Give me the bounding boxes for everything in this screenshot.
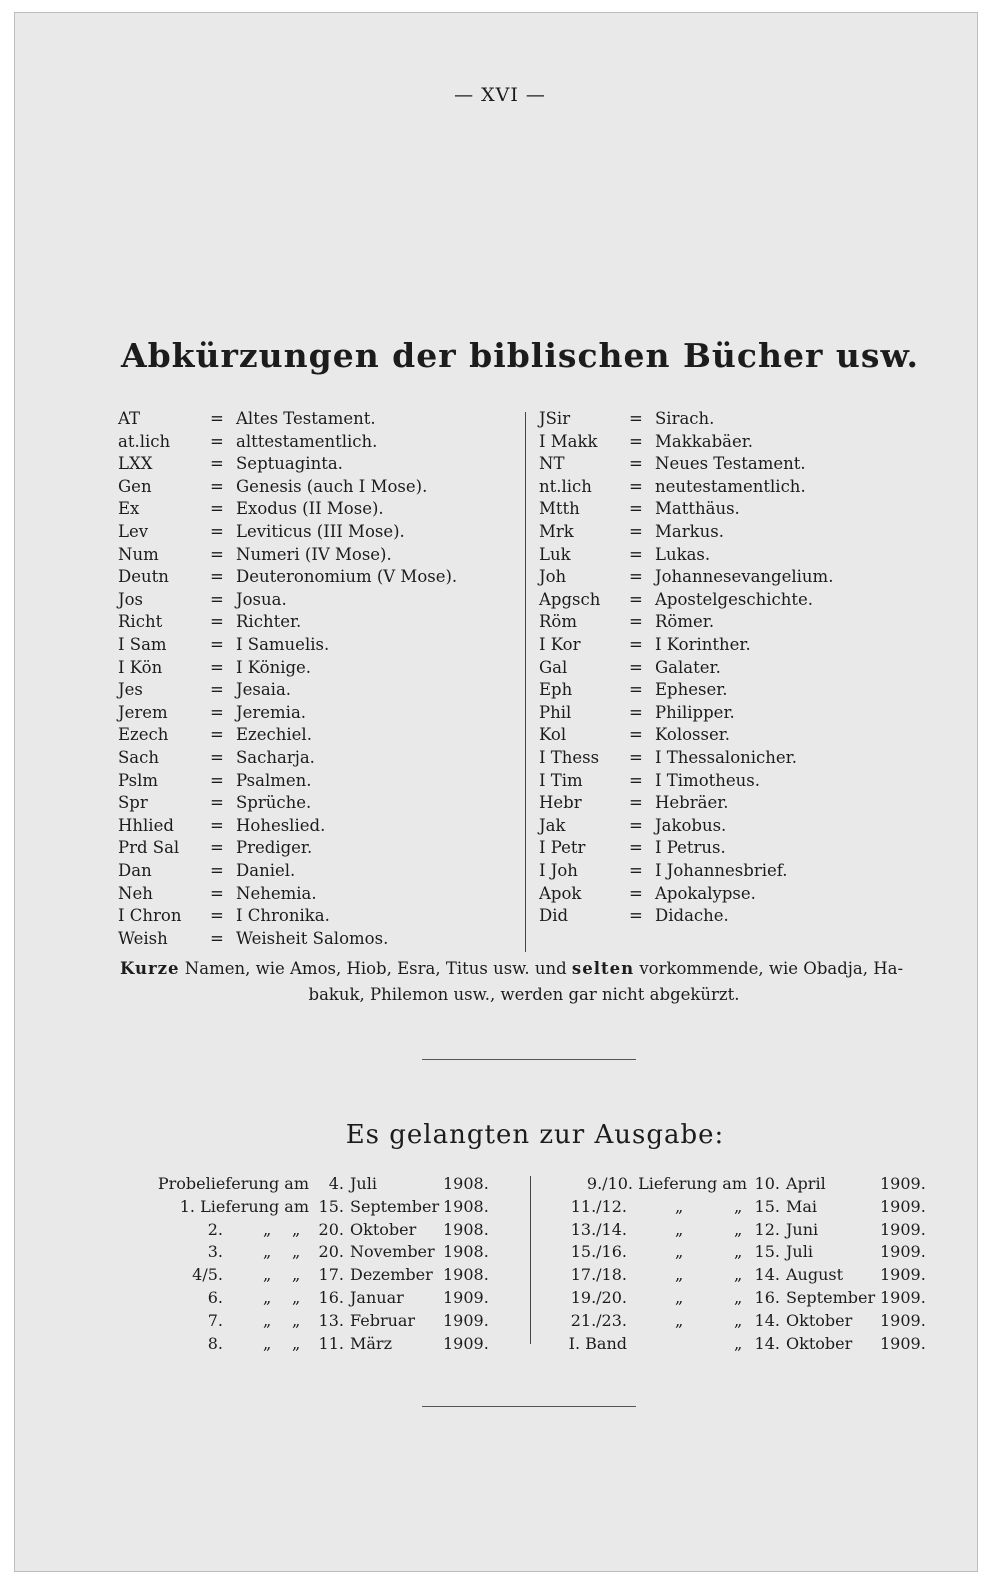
equals-sign: =: [210, 612, 224, 632]
ditto-mark: „: [263, 1265, 272, 1285]
abbreviation: Ex: [118, 499, 140, 519]
abbreviation: Jes: [118, 680, 143, 700]
delivery-row: [0, 1218, 1000, 1241]
abbreviation: Mtth: [539, 499, 580, 519]
ditto-mark: „: [675, 1288, 684, 1307]
ditto-mark: „: [675, 1219, 684, 1239]
delivery-month: November: [350, 1242, 435, 1262]
abbreviation: at.lich: [118, 431, 171, 451]
ditto-mark: „: [675, 1242, 684, 1262]
note-kurze: Kurze: [120, 959, 180, 978]
equals-sign: =: [629, 748, 643, 767]
abbreviation: Prd Sal: [118, 838, 180, 858]
equals-sign: =: [629, 702, 643, 722]
abbreviation: AT: [118, 409, 141, 428]
equals-sign: =: [629, 906, 643, 926]
equals-sign: =: [210, 431, 224, 451]
delivery-label: Probelieferung am: [157, 1174, 309, 1193]
delivery-year: 1908.: [443, 1265, 489, 1285]
abbreviation-meaning: Hoheslied.: [236, 815, 326, 835]
delivery-month: Dezember: [350, 1265, 433, 1285]
abbreviation-meaning: I Thessalonicher.: [655, 748, 797, 767]
abbreviation-meaning: Ezechiel.: [236, 725, 312, 745]
delivery-month: Oktober: [786, 1310, 853, 1330]
ditto-mark: „: [734, 1288, 743, 1307]
abbreviation: Mrk: [539, 522, 574, 541]
abbreviation-meaning: Weisheit Salomos.: [236, 928, 389, 948]
delivery-label: I. Band: [568, 1333, 627, 1353]
abbreviation: Jos: [118, 589, 144, 609]
delivery-year: 1909.: [880, 1242, 926, 1262]
ditto-mark: „: [734, 1310, 743, 1330]
note-part1: Namen, wie Amos, Hiob, Esra, Titus usw. und: [179, 959, 572, 978]
abbreviation-meaning: Josua.: [236, 589, 287, 609]
ditto-mark: „: [263, 1219, 272, 1239]
ditto-mark: „: [292, 1310, 301, 1330]
abbreviation-meaning: Numeri (IV Mose).: [236, 544, 392, 564]
equals-sign: =: [629, 657, 643, 677]
abbreviation: I Petr: [539, 838, 586, 858]
abbreviation: Num: [118, 544, 159, 564]
abbreviation-meaning: Jeremia.: [236, 702, 307, 722]
delivery-day: 16.: [754, 1288, 780, 1307]
delivery-day: 14.: [754, 1310, 780, 1330]
abbreviation-meaning: Jesaia.: [236, 680, 292, 700]
abbreviation-meaning: Markus.: [655, 522, 724, 541]
abbreviation-meaning: Sacharja.: [236, 748, 315, 767]
delivery-month: Juli: [350, 1174, 377, 1193]
abbreviation-meaning: Richter.: [236, 612, 302, 632]
abbreviation-meaning: Apokalypse.: [655, 883, 756, 903]
abbreviation: Neh: [118, 883, 153, 903]
equals-sign: =: [210, 928, 224, 948]
abbreviation: JSir: [539, 409, 571, 428]
equals-sign: =: [629, 883, 643, 903]
delivery-label: 2.: [207, 1219, 223, 1239]
abbreviation-meaning: neutestamentlich.: [655, 476, 806, 496]
ditto-mark: „: [734, 1196, 743, 1216]
separator-rule-bottom: [422, 1406, 636, 1407]
abbreviation-meaning: Altes Testament.: [236, 409, 376, 428]
abbreviation: Phil: [539, 702, 572, 722]
abbreviation-meaning: Sirach.: [655, 409, 715, 428]
equals-sign: =: [629, 793, 643, 813]
equals-sign: =: [629, 544, 643, 564]
equals-sign: =: [629, 680, 643, 700]
equals-sign: =: [210, 861, 224, 880]
delivery-label: 17./18.: [570, 1265, 627, 1285]
abbreviation: Apok: [539, 883, 582, 903]
abbreviation-meaning: Psalmen.: [236, 770, 312, 790]
delivery-day: 13.: [318, 1310, 344, 1330]
abbreviation: Lev: [118, 522, 149, 541]
delivery-label: 11./12.: [570, 1196, 627, 1216]
abbreviation: Pslm: [118, 770, 159, 790]
abbreviation-meaning: I Könige.: [236, 657, 312, 677]
abbreviation-meaning: Kolosser.: [655, 725, 731, 745]
delivery-month: Juli: [786, 1242, 813, 1262]
abbreviation: I Kön: [118, 657, 163, 677]
delivery-day: 4.: [328, 1174, 344, 1193]
abbreviation: Kol: [539, 725, 567, 745]
delivery-label: 13./14.: [570, 1219, 627, 1239]
ditto-mark: „: [734, 1219, 743, 1239]
delivery-label: 19./20.: [570, 1288, 627, 1307]
abbreviation: Spr: [118, 793, 148, 813]
equals-sign: =: [210, 748, 224, 767]
abbreviation-meaning: Hebräer.: [655, 793, 729, 813]
ditto-mark: „: [675, 1265, 684, 1285]
page-number: — XVI —: [454, 84, 546, 106]
delivery-year: 1909.: [880, 1219, 926, 1239]
equals-sign: =: [210, 544, 224, 564]
abbreviation: Deutn: [118, 567, 169, 587]
delivery-year: 1909.: [443, 1288, 489, 1307]
equals-sign: =: [210, 657, 224, 677]
delivery-day: 20.: [318, 1219, 344, 1239]
delivery-label: 1. Lieferung am: [179, 1196, 309, 1216]
abbreviation-meaning: Prediger.: [236, 838, 313, 858]
abbreviation: Joh: [539, 567, 567, 587]
ditto-mark: „: [263, 1288, 272, 1307]
abbreviation-meaning: Septuaginta.: [236, 454, 343, 474]
abbreviation-meaning: Apostelgeschichte.: [655, 589, 813, 609]
equals-sign: =: [629, 431, 643, 451]
abbreviation: Gen: [118, 476, 152, 496]
abbreviation: I Kor: [539, 635, 581, 654]
equals-sign: =: [210, 476, 224, 496]
delivery-year: 1909.: [880, 1265, 926, 1285]
equals-sign: =: [210, 815, 224, 835]
ditto-mark: „: [675, 1196, 684, 1216]
equals-sign: =: [629, 815, 643, 835]
abbreviation-meaning: alttestamentlich.: [236, 431, 378, 451]
note-line2: bakuk, Philemon usw., werden gar nicht abgekürzt.: [308, 985, 740, 1004]
delivery-label: 7.: [207, 1310, 223, 1330]
abbreviation-meaning: I Johannesbrief.: [655, 861, 788, 880]
abbreviation: I Sam: [118, 635, 167, 654]
equals-sign: =: [629, 476, 643, 496]
abbreviation-meaning: Galater.: [655, 657, 721, 677]
delivery-month: März: [350, 1333, 392, 1353]
ditto-mark: „: [292, 1288, 301, 1307]
abbreviation-meaning: I Korinther.: [655, 635, 751, 654]
delivery-label: 4/5.: [192, 1265, 223, 1285]
abbreviation-meaning: Daniel.: [236, 861, 296, 880]
abbreviation-meaning: Exodus (II Mose).: [236, 499, 384, 519]
equals-sign: =: [629, 612, 643, 632]
abbreviation: nt.lich: [539, 476, 592, 496]
equals-sign: =: [210, 770, 224, 790]
delivery-day: 10.: [754, 1174, 780, 1193]
abbreviation-meaning: Epheser.: [655, 680, 728, 700]
equals-sign: =: [210, 499, 224, 519]
abbreviation: Jerem: [118, 702, 168, 722]
delivery-day: 20.: [318, 1242, 344, 1262]
equals-sign: =: [210, 635, 224, 654]
abbreviation: Richt: [118, 612, 163, 632]
abbreviation-meaning: Johannesevangelium.: [655, 567, 834, 587]
abbreviation-meaning: I Samuelis.: [236, 635, 330, 654]
ditto-mark: „: [263, 1333, 272, 1353]
equals-sign: =: [210, 454, 224, 474]
ditto-mark: „: [263, 1242, 272, 1262]
abbreviation: Sach: [118, 748, 160, 767]
equals-sign: =: [629, 725, 643, 745]
delivery-row: [0, 1172, 1000, 1195]
delivery-label: 8.: [207, 1333, 223, 1353]
delivery-label: 9./10. Lieferung am: [586, 1174, 747, 1193]
abbreviation-meaning: I Chronika.: [236, 906, 330, 926]
delivery-row: [0, 1332, 1000, 1355]
ditto-mark: „: [734, 1265, 743, 1285]
equals-sign: =: [629, 861, 643, 880]
equals-sign: =: [629, 589, 643, 609]
delivery-row: [0, 1240, 1000, 1263]
equals-sign: =: [210, 522, 224, 541]
delivery-day: 15.: [754, 1242, 780, 1262]
delivery-day: 14.: [754, 1333, 780, 1353]
abbreviation: LXX: [118, 454, 153, 474]
delivery-year: 1909.: [880, 1196, 926, 1216]
ditto-mark: „: [734, 1333, 743, 1353]
delivery-month: Oktober: [350, 1219, 417, 1239]
abbreviation-meaning: Jakobus.: [655, 815, 727, 835]
abbreviation: Did: [539, 906, 569, 926]
equals-sign: =: [210, 725, 224, 745]
delivery-month: Juni: [786, 1219, 819, 1239]
ditto-mark: „: [292, 1333, 301, 1353]
abbreviation: Luk: [539, 544, 571, 564]
delivery-month: August: [786, 1265, 844, 1285]
equals-sign: =: [629, 567, 643, 587]
equals-sign: =: [210, 567, 224, 587]
page-title: Abkürzungen der biblischen Bücher usw.: [120, 336, 920, 375]
abbreviation: Dan: [118, 861, 152, 880]
abbreviation-meaning: Genesis (auch I Mose).: [236, 476, 428, 496]
abbreviation-meaning: Didache.: [655, 906, 729, 926]
abbreviation: I Tim: [539, 770, 583, 790]
abbreviation-meaning: Nehemia.: [236, 883, 317, 903]
equals-sign: =: [210, 680, 224, 700]
abbreviation-meaning: Makkabäer.: [655, 431, 754, 451]
delivery-month: September: [786, 1288, 876, 1307]
delivery-year: 1909.: [880, 1174, 926, 1193]
delivery-year: 1909.: [443, 1310, 489, 1330]
abbreviation-meaning: Römer.: [655, 612, 715, 632]
abbreviation-meaning: I Timotheus.: [655, 770, 760, 790]
delivery-year: 1908.: [443, 1219, 489, 1239]
ditto-mark: „: [292, 1219, 301, 1239]
abbreviation: Jak: [539, 815, 566, 835]
delivery-day: 15.: [318, 1196, 344, 1216]
abbreviation: Hhlied: [118, 815, 174, 835]
delivery-day: 11.: [318, 1333, 344, 1353]
equals-sign: =: [629, 409, 643, 428]
abbreviation: Apgsch: [539, 589, 601, 609]
abbreviation-meaning: Deuteronomium (V Mose).: [236, 567, 458, 587]
abbreviation-meaning: Neues Testament.: [655, 454, 806, 474]
delivery-day: 16.: [318, 1288, 344, 1307]
equals-sign: =: [629, 838, 643, 858]
abbreviation: Eph: [539, 680, 573, 700]
delivery-label: 21./23.: [570, 1310, 627, 1330]
equals-sign: =: [210, 906, 224, 926]
abbreviation-meaning: Philipper.: [655, 702, 735, 722]
delivery-month: Februar: [350, 1310, 416, 1330]
column-divider: [525, 412, 526, 952]
ditto-mark: „: [292, 1242, 301, 1262]
delivery-row: [0, 1309, 1000, 1332]
note-part2: vorkommende, wie Obadja, Ha-: [634, 959, 904, 978]
equals-sign: =: [210, 589, 224, 609]
equals-sign: =: [210, 838, 224, 858]
abbreviation: I Joh: [539, 861, 578, 880]
equals-sign: =: [210, 793, 224, 813]
ditto-mark: „: [734, 1242, 743, 1262]
delivery-year: 1908.: [443, 1196, 489, 1216]
equals-sign: =: [210, 883, 224, 903]
abbreviation: NT: [539, 454, 565, 474]
delivery-year: 1909.: [443, 1333, 489, 1353]
delivery-day: 14.: [754, 1265, 780, 1285]
delivery-year: 1909.: [880, 1288, 926, 1307]
abbreviation: I Chron: [118, 906, 182, 926]
abbreviation: Röm: [539, 612, 578, 632]
delivery-label: 3.: [207, 1242, 223, 1262]
abbreviation: Ezech: [118, 725, 169, 745]
delivery-month: Januar: [350, 1288, 404, 1307]
delivery-year: 1909.: [880, 1333, 926, 1353]
ditto-mark: „: [263, 1310, 272, 1330]
abbreviation-meaning: Lukas.: [655, 544, 711, 564]
note-selten: selten: [571, 959, 635, 978]
delivery-year: 1908.: [443, 1242, 489, 1262]
equals-sign: =: [629, 635, 643, 654]
delivery-row: [0, 1263, 1000, 1286]
delivery-month: April: [786, 1174, 826, 1193]
delivery-day: 15.: [754, 1196, 780, 1216]
delivery-month: September: [350, 1196, 440, 1216]
abbreviation-meaning: Leviticus (III Mose).: [236, 522, 405, 541]
abbreviation-meaning: Matthäus.: [655, 499, 740, 519]
abbreviation: Gal: [539, 657, 568, 677]
ditto-mark: „: [675, 1310, 684, 1330]
abbreviation-note: [120, 956, 928, 1008]
delivery-label: 6.: [207, 1288, 223, 1307]
abbreviation-meaning: I Petrus.: [655, 838, 726, 858]
abbreviation: Weish: [118, 928, 168, 948]
delivery-label: 15./16.: [570, 1242, 627, 1262]
abbreviation: I Thess: [539, 748, 600, 767]
equals-sign: =: [629, 522, 643, 541]
abbreviation: Hebr: [539, 793, 582, 813]
delivery-row: [0, 1286, 1000, 1309]
delivery-year: 1909.: [880, 1310, 926, 1330]
delivery-row: [0, 1195, 1000, 1218]
equals-sign: =: [210, 702, 224, 722]
delivery-month: Oktober: [786, 1333, 853, 1353]
delivery-day: 12.: [754, 1219, 780, 1239]
equals-sign: =: [629, 454, 643, 474]
equals-sign: =: [210, 409, 224, 428]
separator-rule: [422, 1059, 636, 1060]
ditto-mark: „: [292, 1265, 301, 1285]
delivery-year: 1908.: [443, 1174, 489, 1193]
equals-sign: =: [629, 770, 643, 790]
abbreviation: I Makk: [539, 431, 598, 451]
issues-heading: Es gelangten zur Ausgabe:: [345, 1120, 725, 1150]
equals-sign: =: [629, 499, 643, 519]
delivery-day: 17.: [318, 1265, 344, 1285]
abbreviation-meaning: Sprüche.: [236, 793, 312, 813]
delivery-month: Mai: [786, 1196, 818, 1216]
